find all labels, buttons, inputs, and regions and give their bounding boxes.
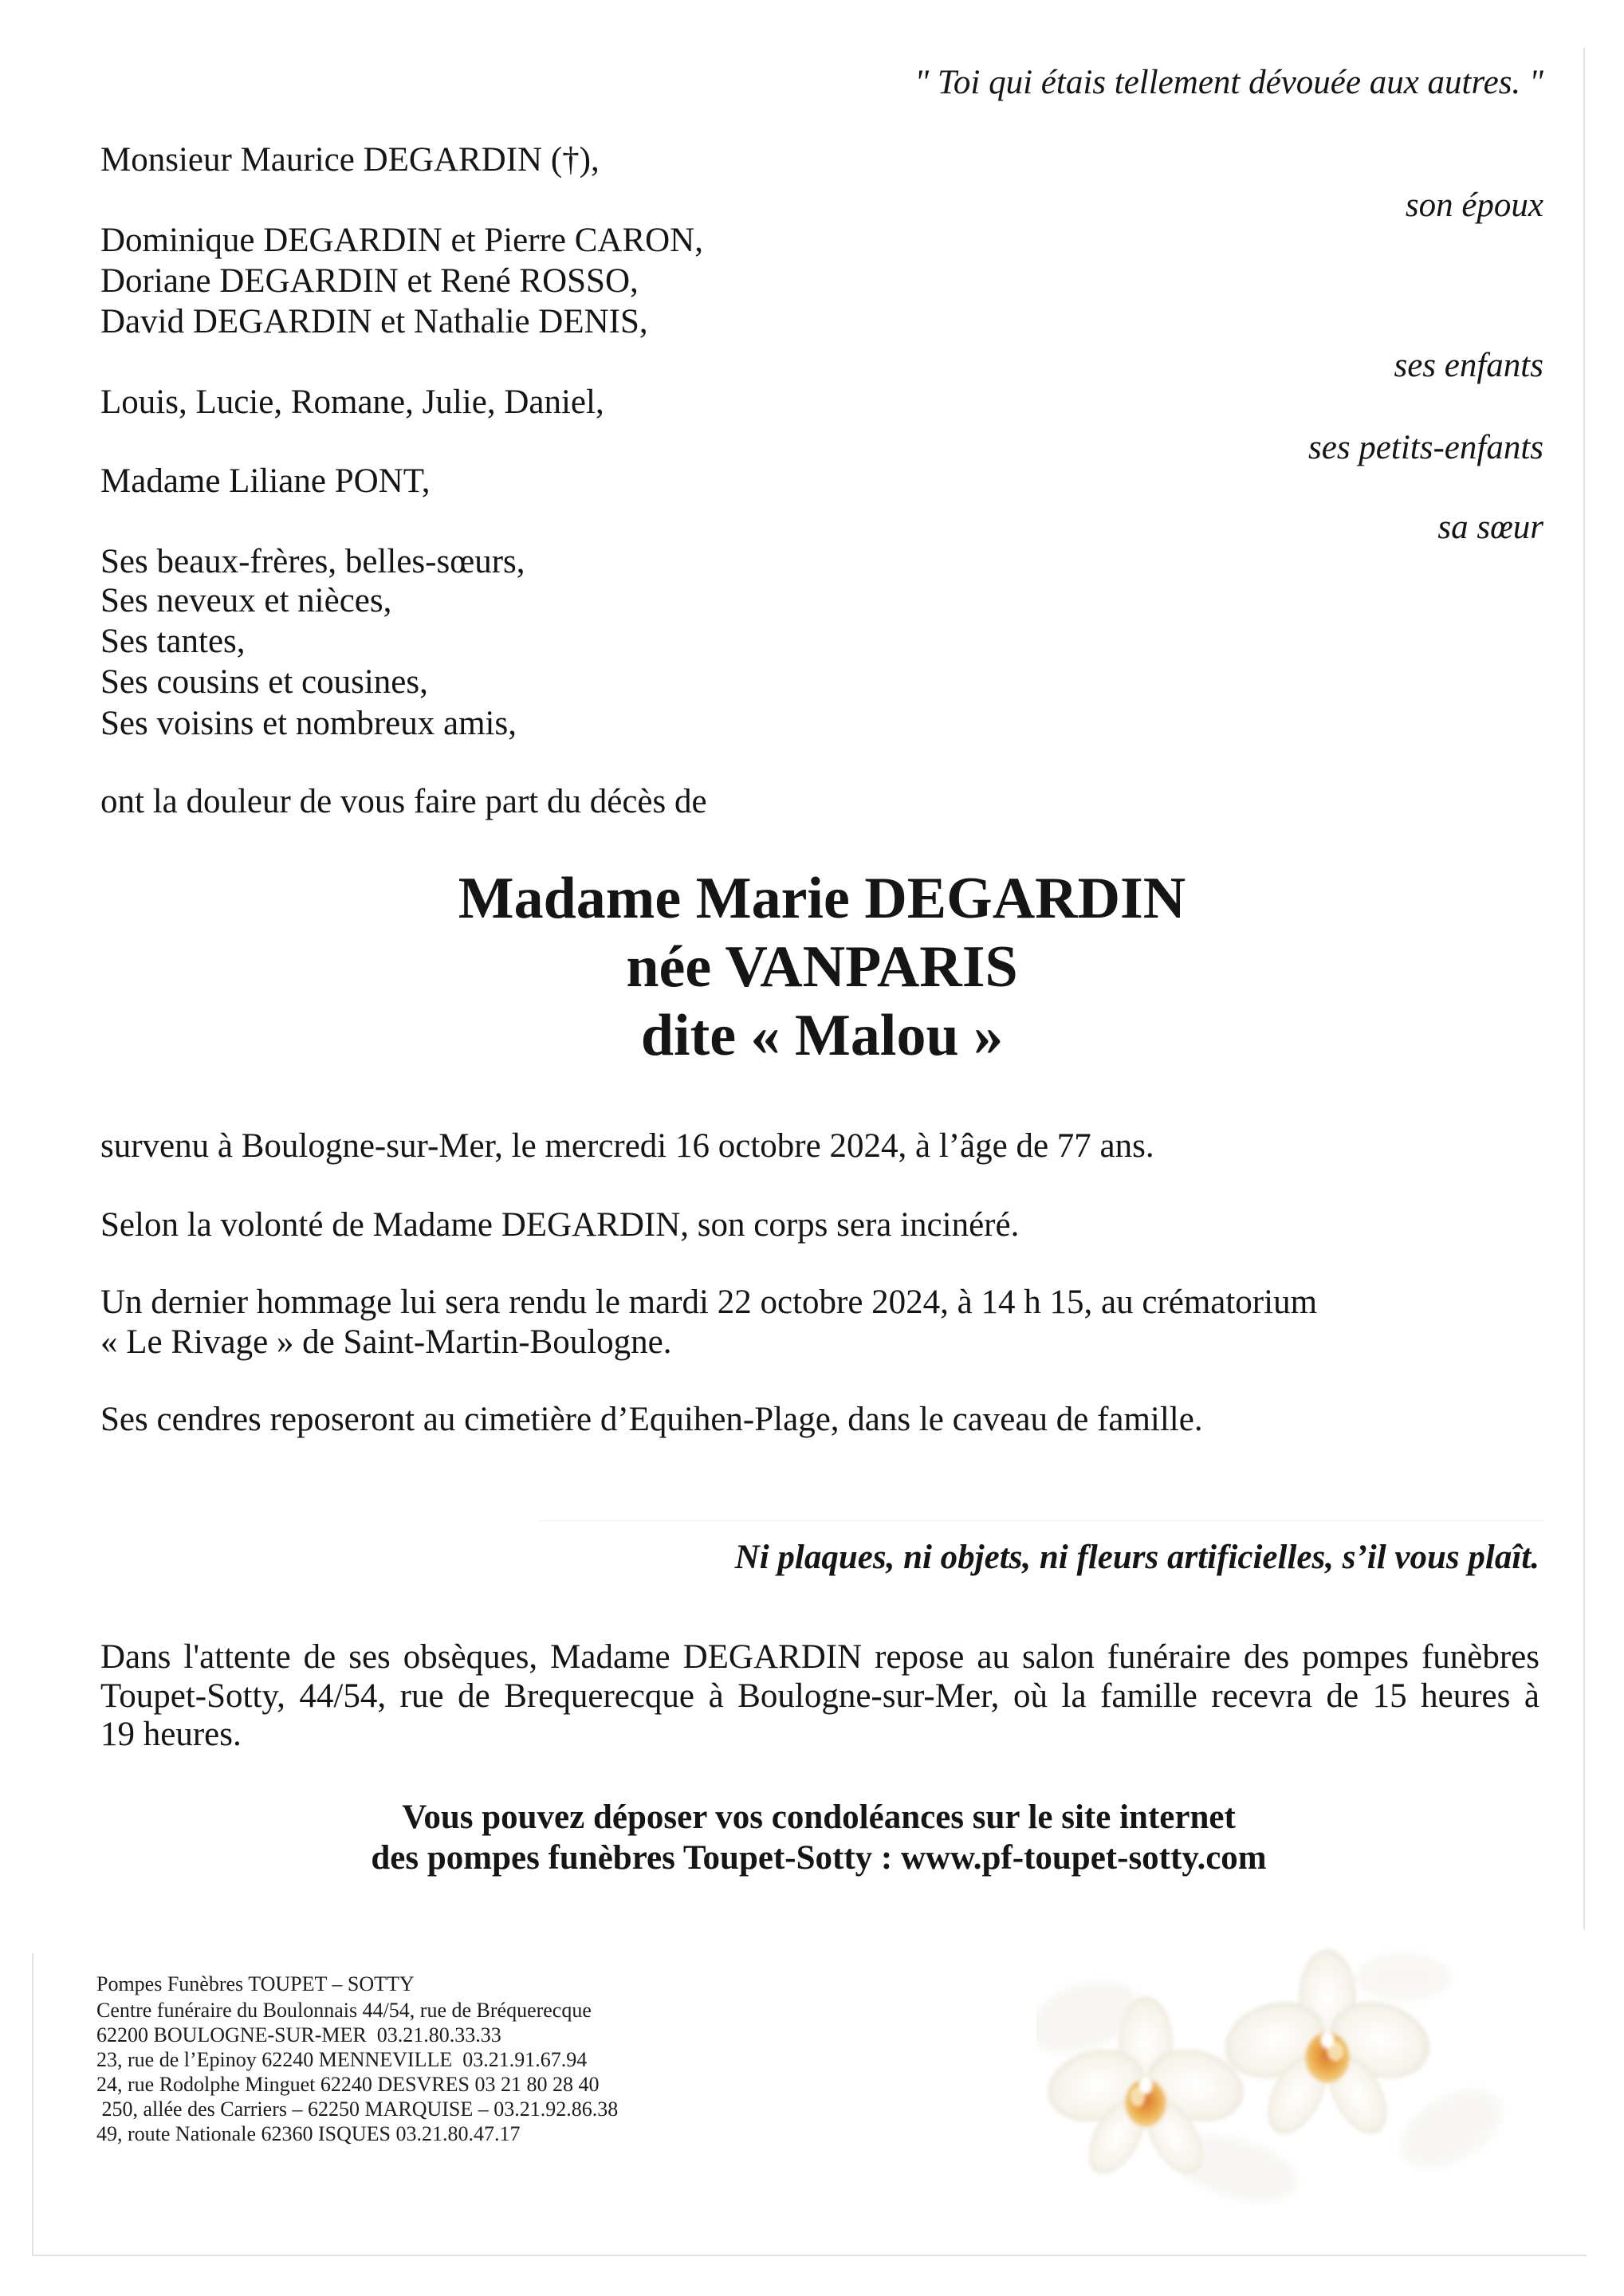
scan-separator	[540, 1520, 1544, 1521]
footer-address-4: 24, rue Rodolphe Minguet 62240 DESVRES 03 21 80 28 40	[96, 2073, 600, 2096]
deceased-name: Madame Marie DEGARDIN	[458, 866, 1186, 931]
child-couple-2: Doriane DEGARDIN et René ROSSO,	[100, 262, 639, 300]
repose-line-2: Toupet-Sotty, 44/54, rue de Brequerecque à Boulogne-sur-Mer, où la famille recevra de 15 heures à	[100, 1677, 1539, 1715]
ceremony-line-2: « Le Rivage » de Saint-Martin-Boulogne.	[100, 1323, 672, 1361]
extended-family-5: Ses voisins et nombreux amis,	[100, 705, 517, 742]
grandchildren-names: Louis, Lucie, Romane, Julie, Daniel,	[100, 383, 604, 421]
epigraph-quote: " Toi qui étais tellement dévouée aux autres. "	[914, 64, 1543, 101]
announcement-text: ont la douleur de vous faire part du décès de	[100, 783, 707, 820]
ceremony-line-1: Un dernier hommage lui sera rendu le mardi 22 octobre 2024, à 14 h 15, au crématorium	[100, 1284, 1318, 1321]
extended-family-1: Ses beaux-frères, belles-sœurs,	[100, 543, 525, 580]
scan-border-right	[1583, 48, 1585, 1929]
scan-border-bottom	[32, 2255, 1587, 2256]
orchid-flowers-icon	[1036, 1945, 1531, 2232]
footer-address-5: 250, allée des Carriers – 62250 MARQUISE – 03.21.92.86.38	[96, 2097, 619, 2121]
repose-line-3: 19 heures.	[100, 1716, 242, 1753]
spouse-name: Monsieur Maurice DEGARDIN (†),	[100, 141, 600, 179]
relation-children: ses enfants	[1394, 347, 1543, 384]
footer-address-6: 49, route Nationale 62360 ISQUES 03.21.80.47.17	[96, 2122, 521, 2145]
deceased-maiden-name: née VANPARIS	[626, 934, 1018, 1000]
repose-line-1: Dans l'attente de ses obsèques, Madame DEGARDIN repose au salon funéraire des pompes funèbres	[100, 1638, 1539, 1676]
ashes-info: Ses cendres reposeront au cimetière d’Equihen-Plage, dans le caveau de famille.	[100, 1401, 1203, 1438]
extended-family-2: Ses neveux et nièces,	[100, 582, 392, 619]
condolences-line-1: Vous pouvez déposer vos condoléances sur le site internet	[402, 1799, 1236, 1836]
footer-company-name: Pompes Funèbres TOUPET – SOTTY	[96, 1972, 415, 1995]
footer-address-3: 23, rue de l’Epinoy 62240 MENNEVILLE 03.21.91.67.94	[96, 2048, 588, 2071]
cremation-info: Selon la volonté de Madame DEGARDIN, son corps sera incinéré.	[100, 1206, 1020, 1244]
relation-sister: sa sœur	[1437, 509, 1543, 546]
footer-address-1: Centre funéraire du Boulonnais 44/54, rue de Bréquerecque	[96, 1999, 592, 2022]
child-couple-1: Dominique DEGARDIN et Pierre CARON,	[100, 222, 703, 259]
child-couple-3: David DEGARDIN et Nathalie DENIS,	[100, 303, 648, 340]
deceased-nickname: dite « Malou »	[640, 1003, 1004, 1068]
relation-spouse: son époux	[1405, 187, 1543, 224]
scan-border-left	[32, 1953, 33, 2256]
footer-address-2: 62200 BOULOGNE-SUR-MER 03.21.80.33.33	[96, 2023, 501, 2046]
death-info: survenu à Boulogne-sur-Mer, le mercredi 16 octobre 2024, à l’âge de 77 ans.	[100, 1127, 1154, 1165]
extended-family-3: Ses tantes,	[100, 623, 246, 660]
extended-family-4: Ses cousins et cousines,	[100, 663, 428, 701]
condolences-line-2: des pompes funèbres Toupet-Sotty : www.pf-toupet-sotty.com	[371, 1839, 1267, 1877]
relation-grandchildren: ses petits-enfants	[1308, 429, 1543, 466]
flowers-request: Ni plaques, ni objets, ni fleurs artificielles, s’il vous plaît.	[734, 1539, 1539, 1576]
sister-name: Madame Liliane PONT,	[100, 462, 431, 500]
